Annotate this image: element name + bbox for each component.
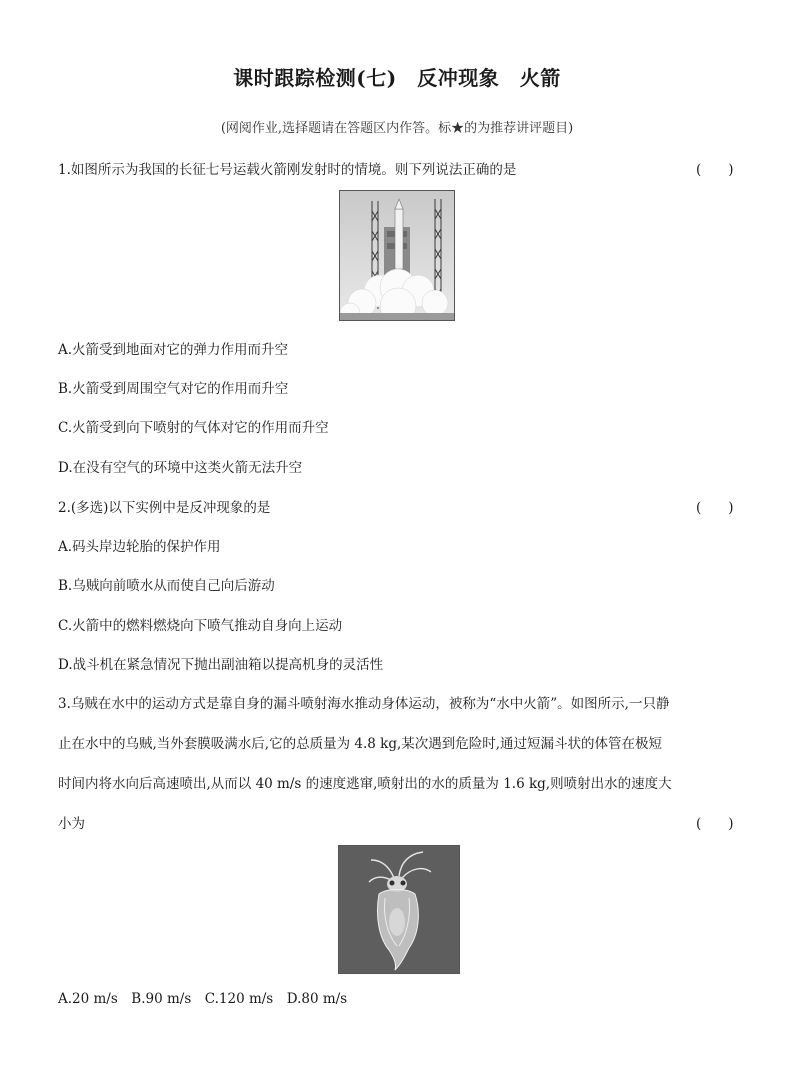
q2-option-c: C.火箭中的燃料燃烧向下喷气推动自身向上运动 [58, 618, 343, 634]
q1-option-b: B.火箭受到周围空气对它的作用而升空 [58, 381, 289, 397]
q1-option-c: C.火箭受到向下喷射的气体对它的作用而升空 [58, 420, 329, 436]
q1-answer-blank: ( ) [696, 162, 734, 178]
q1-option-d: D.在没有空气的环境中这类火箭无法升空 [58, 460, 303, 476]
q1-option-a: A.火箭受到地面对它的弹力作用而升空 [58, 342, 289, 358]
q2-answer-blank: ( ) [696, 500, 734, 516]
q3-stem-line-4: 小为 [58, 816, 85, 832]
q2-option-d: D.战斗机在紧急情况下抛出副油箱以提高机身的灵活性 [58, 657, 384, 673]
q2-option-a: A.码头岸边轮胎的保护作用 [58, 539, 221, 555]
q2-stem: 2.(多选)以下实例中是反冲现象的是 [58, 500, 271, 516]
page-subtitle: (网阅作业,选择题请在答题区内作答。标★的为推荐讲评题目) [220, 121, 574, 136]
q3-stem-line-3: 时间内将水向后高速喷出,从而以 40 m/s 的速度逃窜,喷射出的水的质量为 1.6 kg,则喷射出水的速度大 [58, 776, 672, 792]
q1-stem: 1.如图所示为我国的长征七号运载火箭刚发射时的情境。则下列说法正确的是 [58, 162, 517, 178]
squid-image [338, 845, 460, 974]
rocket-launch-image [339, 190, 455, 321]
q3-options: A.20 m/s B.90 m/s C.120 m/s D.80 m/s [58, 991, 348, 1007]
q3-stem-line-1: 3.乌贼在水中的运动方式是靠自身的漏斗喷射海水推动身体运动，被称为“水中火箭”。如图所示,一只静 [58, 696, 670, 712]
q2-option-b: B.乌贼向前喷水从而使自己向后游动 [58, 578, 275, 594]
q3-stem-line-2: 止在水中的乌贼,当外套膜吸满水后,它的总质量为 4.8 kg,某次遇到危险时,通过短漏斗状的体管在极短 [58, 736, 663, 752]
q3-answer-blank: ( ) [696, 816, 734, 832]
page-title: 课时跟踪检测(七) 反冲现象 火箭 [233, 66, 561, 90]
